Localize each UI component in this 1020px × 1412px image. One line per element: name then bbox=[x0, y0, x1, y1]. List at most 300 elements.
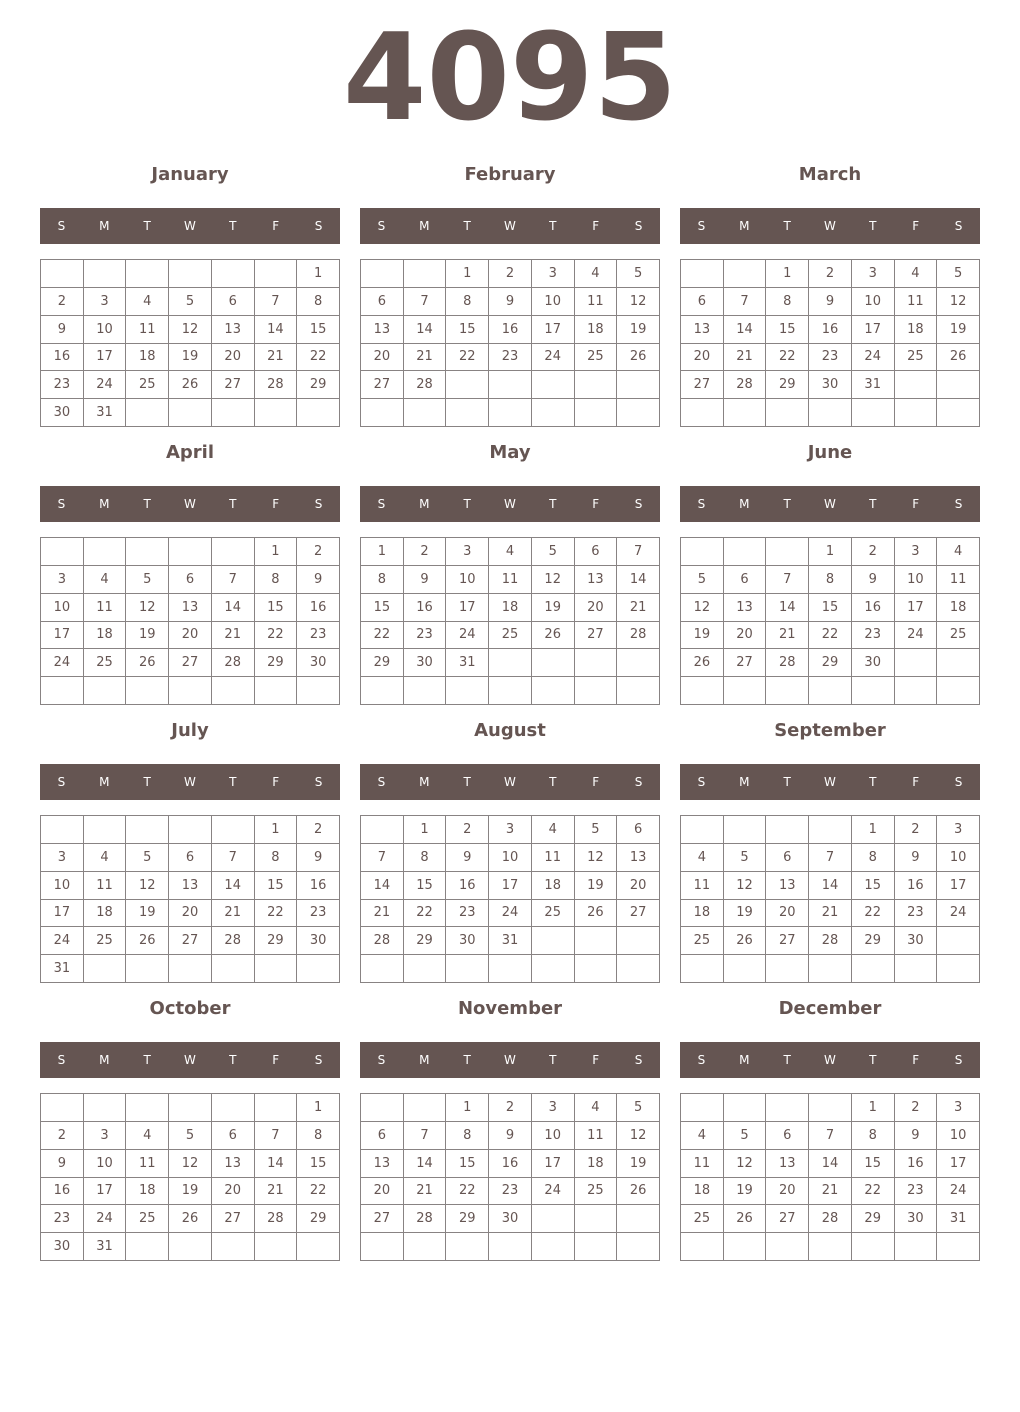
empty-day-cell bbox=[895, 399, 938, 427]
day-cell: 29 bbox=[404, 927, 447, 955]
day-cell: 20 bbox=[212, 344, 255, 372]
day-cell: 20 bbox=[724, 622, 767, 650]
day-cell: 14 bbox=[255, 1150, 298, 1178]
month-january bbox=[40, 155, 340, 423]
empty-day-cell bbox=[126, 1233, 169, 1261]
day-cell: 4 bbox=[532, 816, 575, 844]
day-cell: 5 bbox=[724, 844, 767, 872]
weekday-header bbox=[680, 486, 980, 522]
day-cell: 10 bbox=[852, 288, 895, 316]
empty-day-cell bbox=[446, 1233, 489, 1261]
empty-day-cell bbox=[937, 677, 980, 705]
empty-day-cell bbox=[617, 927, 660, 955]
day-cell: 2 bbox=[41, 1122, 84, 1150]
weekday-label: W bbox=[504, 219, 516, 233]
empty-day-cell bbox=[681, 1094, 724, 1122]
day-cell: 19 bbox=[126, 900, 169, 928]
day-cell: 18 bbox=[489, 594, 532, 622]
empty-day-cell bbox=[532, 955, 575, 983]
weekday-label: T bbox=[143, 497, 151, 511]
weekday-label: W bbox=[184, 497, 196, 511]
empty-day-cell bbox=[489, 955, 532, 983]
day-cell: 28 bbox=[809, 927, 852, 955]
empty-day-cell bbox=[212, 816, 255, 844]
weekday-label: W bbox=[824, 219, 836, 233]
empty-day-cell bbox=[766, 1094, 809, 1122]
empty-day-cell bbox=[489, 399, 532, 427]
day-cell: 25 bbox=[575, 344, 618, 372]
empty-day-cell bbox=[41, 677, 84, 705]
month-name: December bbox=[778, 998, 882, 1019]
day-cell: 10 bbox=[532, 1122, 575, 1150]
day-cell: 4 bbox=[126, 288, 169, 316]
day-cell: 19 bbox=[169, 1178, 212, 1206]
day-cell: 12 bbox=[575, 844, 618, 872]
month-name: September bbox=[774, 720, 886, 741]
day-cell: 5 bbox=[169, 1122, 212, 1150]
day-cell: 12 bbox=[724, 1150, 767, 1178]
day-cell: 14 bbox=[404, 316, 447, 344]
weekday-label: S bbox=[314, 775, 323, 789]
day-cell: 3 bbox=[532, 260, 575, 288]
empty-day-cell bbox=[809, 955, 852, 983]
day-cell: 14 bbox=[809, 872, 852, 900]
empty-day-cell bbox=[681, 816, 724, 844]
empty-day-cell bbox=[212, 260, 255, 288]
day-cell: 17 bbox=[446, 594, 489, 622]
day-cell: 24 bbox=[489, 900, 532, 928]
empty-day-cell bbox=[84, 538, 127, 566]
day-cell: 21 bbox=[617, 594, 660, 622]
month-may bbox=[360, 433, 660, 701]
weekday-label: S bbox=[634, 219, 643, 233]
weekday-label: F bbox=[272, 1053, 280, 1067]
weekday-label: F bbox=[272, 497, 280, 511]
day-cell: 31 bbox=[852, 371, 895, 399]
day-cell: 12 bbox=[126, 594, 169, 622]
empty-day-cell bbox=[895, 677, 938, 705]
day-cell: 25 bbox=[937, 622, 980, 650]
day-cell: 12 bbox=[724, 872, 767, 900]
day-cell: 27 bbox=[169, 649, 212, 677]
empty-day-cell bbox=[895, 955, 938, 983]
empty-day-cell bbox=[809, 677, 852, 705]
days-grid bbox=[680, 259, 980, 427]
empty-day-cell bbox=[126, 955, 169, 983]
day-cell: 10 bbox=[937, 1122, 980, 1150]
empty-day-cell bbox=[809, 1233, 852, 1261]
empty-day-cell bbox=[766, 677, 809, 705]
day-cell: 5 bbox=[126, 844, 169, 872]
day-cell: 10 bbox=[532, 288, 575, 316]
day-cell: 23 bbox=[446, 900, 489, 928]
day-cell: 19 bbox=[724, 900, 767, 928]
day-cell: 17 bbox=[41, 622, 84, 650]
weekday-label: T bbox=[463, 497, 471, 511]
weekday-label: S bbox=[697, 1053, 706, 1067]
weekday-header bbox=[360, 208, 660, 244]
day-cell: 28 bbox=[404, 1205, 447, 1233]
day-cell: 30 bbox=[446, 927, 489, 955]
day-cell: 30 bbox=[41, 399, 84, 427]
month-name: March bbox=[798, 164, 862, 185]
empty-day-cell bbox=[575, 649, 618, 677]
day-cell: 7 bbox=[809, 1122, 852, 1150]
weekday-label: S bbox=[634, 497, 643, 511]
empty-day-cell bbox=[169, 677, 212, 705]
day-cell: 21 bbox=[361, 900, 404, 928]
day-cell: 31 bbox=[41, 955, 84, 983]
empty-day-cell bbox=[255, 399, 298, 427]
weekday-label: T bbox=[869, 1053, 877, 1067]
day-cell: 28 bbox=[212, 649, 255, 677]
day-cell: 2 bbox=[895, 816, 938, 844]
day-cell: 25 bbox=[895, 344, 938, 372]
weekday-label: T bbox=[143, 219, 151, 233]
day-cell: 23 bbox=[41, 371, 84, 399]
day-cell: 27 bbox=[169, 927, 212, 955]
day-cell: 20 bbox=[169, 622, 212, 650]
weekday-label: T bbox=[783, 497, 791, 511]
days-grid bbox=[360, 537, 660, 705]
empty-day-cell bbox=[489, 371, 532, 399]
day-cell: 16 bbox=[809, 316, 852, 344]
day-cell: 13 bbox=[681, 316, 724, 344]
weekday-label: T bbox=[463, 775, 471, 789]
empty-day-cell bbox=[766, 538, 809, 566]
day-cell: 6 bbox=[169, 566, 212, 594]
day-cell: 3 bbox=[937, 1094, 980, 1122]
weekday-label: S bbox=[57, 219, 66, 233]
day-cell: 13 bbox=[724, 594, 767, 622]
days-grid bbox=[680, 1093, 980, 1261]
weekday-header bbox=[360, 486, 660, 522]
day-cell: 28 bbox=[361, 927, 404, 955]
day-cell: 6 bbox=[617, 816, 660, 844]
weekday-label: W bbox=[504, 1053, 516, 1067]
day-cell: 22 bbox=[852, 1178, 895, 1206]
day-cell: 6 bbox=[169, 844, 212, 872]
weekday-header bbox=[680, 1042, 980, 1078]
empty-day-cell bbox=[446, 677, 489, 705]
day-cell: 6 bbox=[361, 1122, 404, 1150]
empty-day-cell bbox=[404, 677, 447, 705]
empty-day-cell bbox=[575, 955, 618, 983]
empty-day-cell bbox=[212, 677, 255, 705]
day-cell: 1 bbox=[852, 1094, 895, 1122]
day-cell: 1 bbox=[809, 538, 852, 566]
empty-day-cell bbox=[724, 955, 767, 983]
day-cell: 6 bbox=[212, 1122, 255, 1150]
empty-day-cell bbox=[895, 371, 938, 399]
day-cell: 20 bbox=[361, 344, 404, 372]
day-cell: 29 bbox=[852, 927, 895, 955]
day-cell: 21 bbox=[724, 344, 767, 372]
day-cell: 28 bbox=[255, 371, 298, 399]
day-cell: 23 bbox=[852, 622, 895, 650]
day-cell: 5 bbox=[532, 538, 575, 566]
weekday-label: W bbox=[184, 775, 196, 789]
day-cell: 30 bbox=[489, 1205, 532, 1233]
weekday-label: T bbox=[463, 219, 471, 233]
day-cell: 3 bbox=[84, 288, 127, 316]
day-cell: 23 bbox=[489, 1178, 532, 1206]
day-cell: 9 bbox=[895, 844, 938, 872]
empty-day-cell bbox=[446, 399, 489, 427]
month-september bbox=[680, 711, 980, 979]
day-cell: 19 bbox=[575, 872, 618, 900]
empty-day-cell bbox=[489, 649, 532, 677]
empty-day-cell bbox=[404, 955, 447, 983]
empty-day-cell bbox=[532, 399, 575, 427]
day-cell: 9 bbox=[41, 316, 84, 344]
weekday-label: S bbox=[954, 1053, 963, 1067]
day-cell: 2 bbox=[297, 816, 340, 844]
weekday-label: S bbox=[954, 775, 963, 789]
empty-day-cell bbox=[532, 1205, 575, 1233]
weekday-label: F bbox=[912, 1053, 920, 1067]
day-cell: 17 bbox=[41, 900, 84, 928]
day-cell: 15 bbox=[766, 316, 809, 344]
weekday-label: S bbox=[57, 497, 66, 511]
empty-day-cell bbox=[532, 371, 575, 399]
empty-day-cell bbox=[937, 399, 980, 427]
day-cell: 27 bbox=[361, 371, 404, 399]
empty-day-cell bbox=[617, 1233, 660, 1261]
day-cell: 22 bbox=[446, 344, 489, 372]
day-cell: 12 bbox=[126, 872, 169, 900]
weekday-label: T bbox=[229, 1053, 237, 1067]
day-cell: 8 bbox=[255, 566, 298, 594]
day-cell: 7 bbox=[361, 844, 404, 872]
day-cell: 24 bbox=[532, 1178, 575, 1206]
day-cell: 10 bbox=[489, 844, 532, 872]
day-cell: 27 bbox=[724, 649, 767, 677]
day-cell: 24 bbox=[895, 622, 938, 650]
empty-day-cell bbox=[84, 955, 127, 983]
day-cell: 25 bbox=[489, 622, 532, 650]
empty-day-cell bbox=[169, 399, 212, 427]
month-name: May bbox=[489, 442, 531, 463]
day-cell: 11 bbox=[126, 1150, 169, 1178]
empty-day-cell bbox=[532, 927, 575, 955]
day-cell: 16 bbox=[446, 872, 489, 900]
day-cell: 26 bbox=[724, 927, 767, 955]
day-cell: 24 bbox=[937, 1178, 980, 1206]
weekday-label: F bbox=[592, 1053, 600, 1067]
day-cell: 4 bbox=[489, 538, 532, 566]
day-cell: 9 bbox=[895, 1122, 938, 1150]
month-name: July bbox=[171, 720, 209, 741]
weekday-label: T bbox=[869, 219, 877, 233]
day-cell: 20 bbox=[766, 1178, 809, 1206]
empty-day-cell bbox=[404, 1094, 447, 1122]
day-cell: 20 bbox=[766, 900, 809, 928]
empty-day-cell bbox=[617, 1205, 660, 1233]
weekday-label: T bbox=[229, 775, 237, 789]
day-cell: 31 bbox=[84, 399, 127, 427]
weekday-label: M bbox=[739, 497, 750, 511]
day-cell: 8 bbox=[361, 566, 404, 594]
day-cell: 11 bbox=[489, 566, 532, 594]
day-cell: 30 bbox=[852, 649, 895, 677]
day-cell: 29 bbox=[297, 1205, 340, 1233]
day-cell: 1 bbox=[404, 816, 447, 844]
day-cell: 30 bbox=[895, 1205, 938, 1233]
day-cell: 26 bbox=[681, 649, 724, 677]
weekday-label: S bbox=[697, 219, 706, 233]
weekday-label: F bbox=[272, 775, 280, 789]
month-name: August bbox=[474, 720, 546, 741]
day-cell: 14 bbox=[212, 594, 255, 622]
day-cell: 4 bbox=[681, 844, 724, 872]
day-cell: 16 bbox=[297, 594, 340, 622]
empty-day-cell bbox=[489, 677, 532, 705]
empty-day-cell bbox=[852, 955, 895, 983]
days-grid bbox=[40, 259, 340, 427]
day-cell: 19 bbox=[532, 594, 575, 622]
day-cell: 26 bbox=[617, 1178, 660, 1206]
day-cell: 23 bbox=[41, 1205, 84, 1233]
day-cell: 14 bbox=[361, 872, 404, 900]
day-cell: 24 bbox=[446, 622, 489, 650]
day-cell: 18 bbox=[126, 344, 169, 372]
day-cell: 7 bbox=[404, 1122, 447, 1150]
empty-day-cell bbox=[937, 371, 980, 399]
day-cell: 15 bbox=[297, 316, 340, 344]
day-cell: 7 bbox=[255, 288, 298, 316]
year-title: 4095 bbox=[343, 9, 677, 148]
day-cell: 8 bbox=[852, 1122, 895, 1150]
day-cell: 4 bbox=[84, 844, 127, 872]
day-cell: 30 bbox=[297, 649, 340, 677]
day-cell: 11 bbox=[681, 872, 724, 900]
day-cell: 6 bbox=[766, 844, 809, 872]
day-cell: 18 bbox=[84, 900, 127, 928]
day-cell: 12 bbox=[617, 1122, 660, 1150]
day-cell: 27 bbox=[766, 1205, 809, 1233]
empty-day-cell bbox=[766, 399, 809, 427]
weekday-label: T bbox=[783, 1053, 791, 1067]
day-cell: 6 bbox=[361, 288, 404, 316]
day-cell: 11 bbox=[575, 1122, 618, 1150]
day-cell: 9 bbox=[297, 844, 340, 872]
day-cell: 29 bbox=[361, 649, 404, 677]
day-cell: 8 bbox=[809, 566, 852, 594]
empty-day-cell bbox=[766, 1233, 809, 1261]
day-cell: 20 bbox=[681, 344, 724, 372]
empty-day-cell bbox=[41, 1094, 84, 1122]
day-cell: 20 bbox=[169, 900, 212, 928]
day-cell: 14 bbox=[255, 316, 298, 344]
weekday-label: M bbox=[419, 775, 430, 789]
month-august bbox=[360, 711, 660, 979]
day-cell: 30 bbox=[41, 1233, 84, 1261]
day-cell: 22 bbox=[766, 344, 809, 372]
weekday-label: S bbox=[57, 1053, 66, 1067]
empty-day-cell bbox=[126, 1094, 169, 1122]
day-cell: 26 bbox=[575, 900, 618, 928]
day-cell: 24 bbox=[84, 371, 127, 399]
empty-day-cell bbox=[41, 816, 84, 844]
day-cell: 11 bbox=[84, 872, 127, 900]
day-cell: 4 bbox=[895, 260, 938, 288]
empty-day-cell bbox=[532, 677, 575, 705]
day-cell: 6 bbox=[575, 538, 618, 566]
empty-day-cell bbox=[575, 927, 618, 955]
weekday-header bbox=[40, 486, 340, 522]
weekday-label: T bbox=[143, 775, 151, 789]
day-cell: 29 bbox=[852, 1205, 895, 1233]
day-cell: 2 bbox=[404, 538, 447, 566]
day-cell: 18 bbox=[575, 1150, 618, 1178]
empty-day-cell bbox=[532, 1233, 575, 1261]
day-cell: 15 bbox=[809, 594, 852, 622]
day-cell: 30 bbox=[297, 927, 340, 955]
empty-day-cell bbox=[766, 955, 809, 983]
weekday-label: S bbox=[634, 775, 643, 789]
empty-day-cell bbox=[84, 1094, 127, 1122]
month-december bbox=[680, 989, 980, 1257]
day-cell: 19 bbox=[169, 344, 212, 372]
empty-day-cell bbox=[297, 1233, 340, 1261]
empty-day-cell bbox=[212, 399, 255, 427]
day-cell: 17 bbox=[532, 316, 575, 344]
day-cell: 4 bbox=[575, 260, 618, 288]
day-cell: 2 bbox=[852, 538, 895, 566]
empty-day-cell bbox=[724, 1233, 767, 1261]
day-cell: 3 bbox=[41, 844, 84, 872]
day-cell: 24 bbox=[84, 1205, 127, 1233]
empty-day-cell bbox=[255, 1233, 298, 1261]
day-cell: 20 bbox=[575, 594, 618, 622]
empty-day-cell bbox=[681, 955, 724, 983]
day-cell: 2 bbox=[489, 1094, 532, 1122]
day-cell: 19 bbox=[937, 316, 980, 344]
day-cell: 22 bbox=[297, 1178, 340, 1206]
day-cell: 25 bbox=[126, 1205, 169, 1233]
empty-day-cell bbox=[489, 1233, 532, 1261]
empty-day-cell bbox=[724, 816, 767, 844]
day-cell: 21 bbox=[809, 900, 852, 928]
empty-day-cell bbox=[809, 399, 852, 427]
day-cell: 20 bbox=[617, 872, 660, 900]
day-cell: 7 bbox=[212, 566, 255, 594]
weekday-label: S bbox=[377, 497, 386, 511]
empty-day-cell bbox=[404, 399, 447, 427]
day-cell: 18 bbox=[532, 872, 575, 900]
empty-day-cell bbox=[361, 399, 404, 427]
empty-day-cell bbox=[766, 816, 809, 844]
weekday-label: F bbox=[592, 775, 600, 789]
day-cell: 26 bbox=[126, 927, 169, 955]
day-cell: 23 bbox=[809, 344, 852, 372]
weekday-label: S bbox=[954, 497, 963, 511]
weekday-label: W bbox=[504, 775, 516, 789]
day-cell: 22 bbox=[297, 344, 340, 372]
weekday-header bbox=[680, 764, 980, 800]
day-cell: 31 bbox=[937, 1205, 980, 1233]
day-cell: 5 bbox=[724, 1122, 767, 1150]
empty-day-cell bbox=[575, 1205, 618, 1233]
day-cell: 7 bbox=[255, 1122, 298, 1150]
day-cell: 15 bbox=[852, 1150, 895, 1178]
day-cell: 12 bbox=[532, 566, 575, 594]
month-june bbox=[680, 433, 980, 701]
weekday-label: W bbox=[824, 775, 836, 789]
weekday-label: F bbox=[912, 497, 920, 511]
day-cell: 31 bbox=[489, 927, 532, 955]
